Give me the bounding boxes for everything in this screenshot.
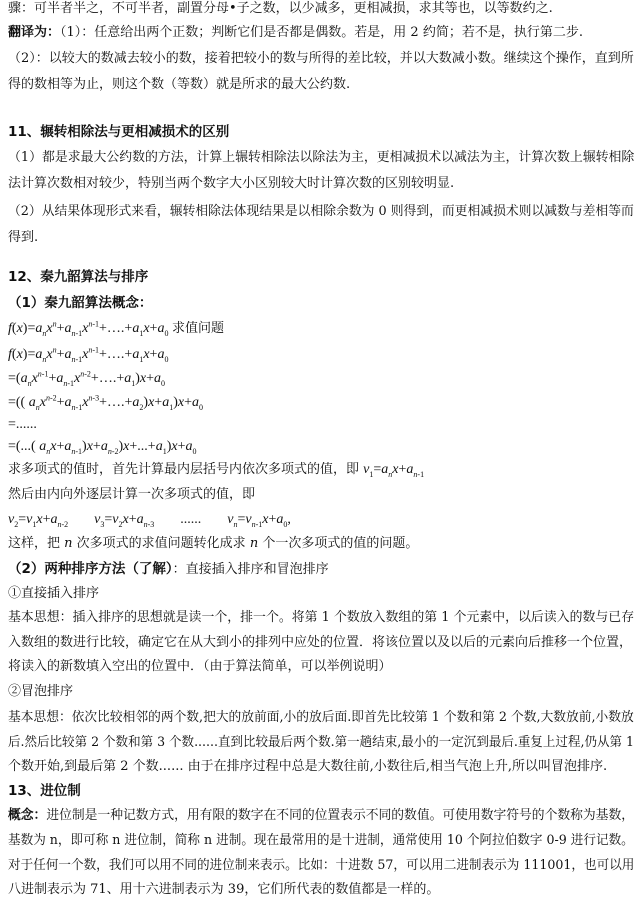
text-span: （1）：任意给出两个正数；判断它们是否都是偶数。若是，用 2 约简；若不是，执行第二步.	[60, 25, 583, 40]
formula-line: $=(a_nx^{n-1}+a_{n-1}x^{n-2}+\dots.+a_1)x+a_0$	[8, 369, 166, 388]
text-line: （2）：以较大的数减去较小的数，接着把较小的数与所得的差比较，并以大数减小数。继续这个操作，直到所	[8, 51, 634, 66]
text-line: 然后由内向外逐层计算一次多项式的值，即	[8, 487, 256, 502]
section-heading-12: 12、秦九韶算法与排序	[8, 269, 149, 285]
text-span: 这样，把	[8, 536, 61, 551]
text-line: ①直接插入排序	[8, 586, 100, 601]
text-line: 基数为 n，即可称 n 进位制，简称 n 进制。现在最常用的是十进制，通常使用 10 个阿拉伯数字 0-9 进行记数。	[8, 833, 634, 848]
text-line: 得的数相等为止，则这个数（等数）就是所求的最大公约数.	[8, 77, 351, 92]
formula-line: =......	[8, 417, 37, 432]
text-line: （1）都是求最大公约数的方法，计算上辗转相除法以除法为主，更相减损术以减法为主，计算次数上辗转相除	[8, 150, 635, 165]
section-heading-11: 11、辗转相除法与更相减损术的区别	[8, 124, 230, 140]
text-span: ：直接插入排序和冒泡排序	[172, 562, 329, 577]
subheading-qin-jiushao: （1）秦九韶算法概念：	[8, 295, 153, 311]
text-line	[8, 560, 634, 578]
text-span: 次多项式的求值问题转化成求	[76, 536, 246, 551]
formula-line: $f(x)=a_nx^n+a_{n-1}x^{n-1}+\dots.+a_1x+a_0$	[8, 345, 169, 364]
text-line: 得到.	[8, 230, 39, 245]
concept-label: 概念：	[8, 808, 47, 823]
translation-label: 翻译为：	[8, 25, 61, 40]
text-line: 将读入的新数填入空出的位置中．（由于算法简单，可以举例说明）	[8, 659, 392, 674]
text-line	[8, 24, 634, 42]
variable-n: n	[249, 536, 259, 551]
formula-line: =(...( $a_nx+a_{n-1})x+a_{n-2})x+...+a_1)x+a_0$	[8, 439, 197, 456]
text-line: （2）从结果体现形式来看，辗转相除法体现结果是以相除余数为 0 则得到，而更相减损术则以减数与差相等而	[8, 204, 634, 219]
text-span: 求值问题	[171, 321, 224, 336]
text-line: 骤：可半者半之，不可半者，副置分母•子之数，以少减多，更相减损，求其等也，以等数约之.	[8, 1, 553, 16]
formula-inline: $v_1=a_nx+a_{n-1}$	[363, 462, 425, 479]
text-line: 后.然后比较第 2 个数和第 3 个数......直到比较最后两个数.第一趟结束,最小的一定沉到最后.重复上过程,仍从第 1	[8, 735, 634, 750]
text-span: 求多项式的值时，首先计算最内层括号内依次多项式的值，即	[8, 462, 360, 477]
text-line: 基本思想：依次比较相邻的两个数,把大的放前面,小的放后面.即首先比较第 1 个数和第 2 个数,大数放前,小数放	[8, 710, 634, 725]
formula-line: $f(x)=a_nx^n+a_{n-1}x^{n-1}+\dots.+a_1x+a_0$ 求值问题	[8, 319, 224, 338]
text-line: 个数开始,到最后第 2 个数...... 由于在排序过程中总是大数往前,小数往后,相当气泡上升,所以叫冒泡排序.	[8, 759, 608, 774]
text-line	[8, 461, 634, 479]
text-line: ②冒泡排序	[8, 684, 74, 699]
text-line: 法计算次数相对较少，特别当两个数字大小区别较大时计算次数的区别较明显.	[8, 176, 455, 191]
variable-n: n	[64, 536, 73, 551]
text-span: 个一次多项式的值的问题。	[262, 536, 419, 551]
formula-line: =(( $a_nx^{n-2}+a_{n-1}x^{n-3}+\dots.+a_2)x+a_1)x+a_0$	[8, 393, 203, 412]
text-line	[8, 535, 634, 553]
subheading-sorting: （2）两种排序方法（了解）	[8, 561, 173, 577]
text-line: 入数组的数进行比较，确定它在从大到小的排列中应处的位置．将该位置以及以后的元素向后推移一个位置，	[8, 635, 633, 650]
text-line: 基本思想：插入排序的思想就是读一个，排一个。将第 1 个数放入数组的第 1 个元素中，以后读入的数与已存	[8, 610, 635, 625]
text-line: 对于任何一个数，我们可以用不同的进位制来表示。比如：十进数 57，可以用二进制表示为 111001，也可以用	[8, 858, 635, 873]
text-span: 进位制是一种记数方式，用有限的数字在不同的位置表示不同的数值。可使用数字符号的个数称为基数，	[46, 808, 635, 823]
text-line: 八进制表示为 71、用十六进制表示为 39，它们所代表的数值都是一样的。	[8, 882, 440, 897]
text-line	[8, 807, 634, 825]
formula-line: $v_2=v_1x+a_{n-2}$ $v_3=v_2x+a_{n-3}$ ...... $v_n=v_{n-1}x+a_0$,	[8, 512, 291, 529]
section-heading-13: 13、进位制	[8, 783, 81, 799]
